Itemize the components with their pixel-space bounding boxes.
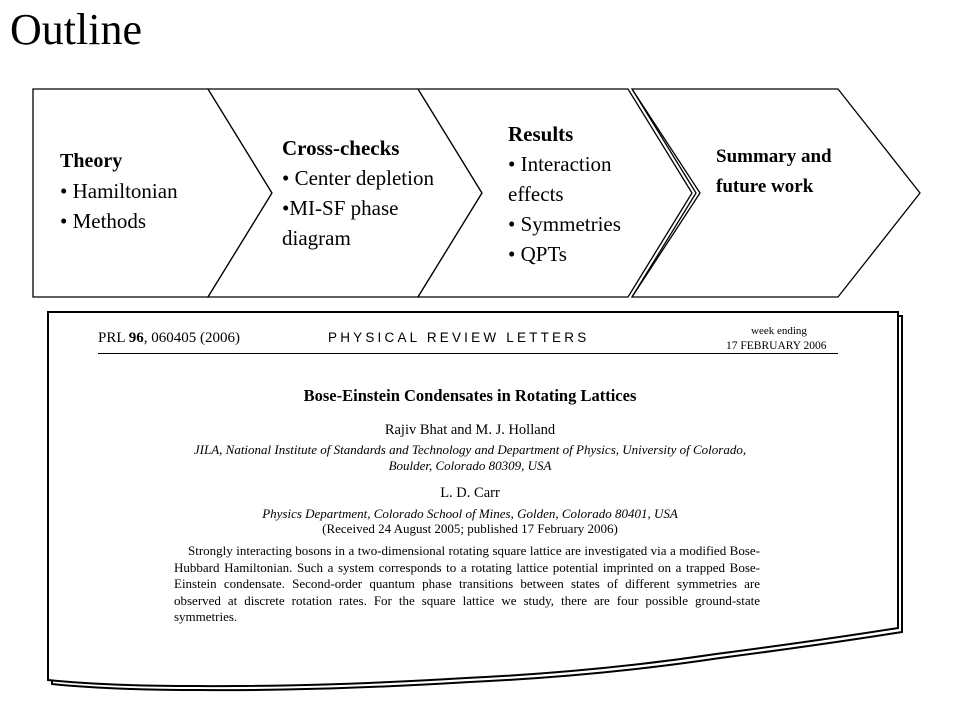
chevron-cross-checks-item: •MI-SF phase	[282, 196, 399, 220]
week-ending-label: week ending	[751, 325, 807, 337]
paper-citation-text: PRL 96, 060405 (2006)	[98, 330, 240, 346]
chevron-results-head: Results	[508, 122, 574, 146]
paper-title: Bose-Einstein Condensates in Rotating Lattices	[303, 386, 637, 405]
chevron-cross-checks-head: Cross-checks	[282, 136, 400, 160]
journal-name: PHYSICAL REVIEW LETTERS	[328, 330, 590, 345]
paper-authors: Rajiv Bhat and M. J. Holland	[384, 422, 556, 438]
header-rule	[98, 353, 838, 354]
paper-received-date: (Received 24 August 2005; published 17 February 2006)	[322, 521, 618, 536]
chevron-results-item: • Interaction	[508, 152, 612, 176]
chevron-cross-checks-item: diagram	[282, 226, 351, 250]
week-ending-date: 17 FEBRUARY 2006	[726, 340, 827, 352]
chevron-theory-head: Theory	[60, 150, 123, 172]
chevron-theory-item: • Hamiltonian	[60, 179, 178, 203]
paper-affiliation: Physics Department, Colorado School of Mines, Golden, Colorado 80401, USA	[262, 506, 678, 521]
paper-authors: L. D. Carr	[440, 485, 500, 501]
chevron-results-item: • Symmetries	[508, 212, 621, 236]
chevron-cross-checks-item: • Center depletion	[282, 166, 434, 190]
chevron-results-item: • QPTs	[508, 242, 567, 266]
paper-affiliation: JILA, National Institute of Standards and Technology and Department of Physics, University of Colorado,	[193, 442, 747, 457]
paper-citation	[98, 330, 240, 347]
paper-affiliation: Boulder, Colorado 80309, USA	[388, 458, 552, 473]
slide-title: Outline	[10, 5, 142, 54]
chevron-theory-item: • Methods	[60, 209, 147, 233]
chevron-summary-line: future work	[716, 176, 814, 197]
paper-volume: 96	[128, 330, 144, 346]
chevron-results-item: effects	[508, 182, 564, 206]
paper-abstract: Strongly interacting bosons in a two-dimensional rotating square lattice are investigated via a modified Bose-Hubbard Hamiltonian. Such a system corresponds to a rotating lattice potential imprinted on a trapped Bose-Einstein condensate. Second-order quantum phase transitions between states of different symmetries are observed at discrete rotation rates. For the square lattice we study, there are four possible ground-state symmetries.	[174, 543, 760, 625]
chevron-summary-line: Summary and	[716, 146, 832, 167]
